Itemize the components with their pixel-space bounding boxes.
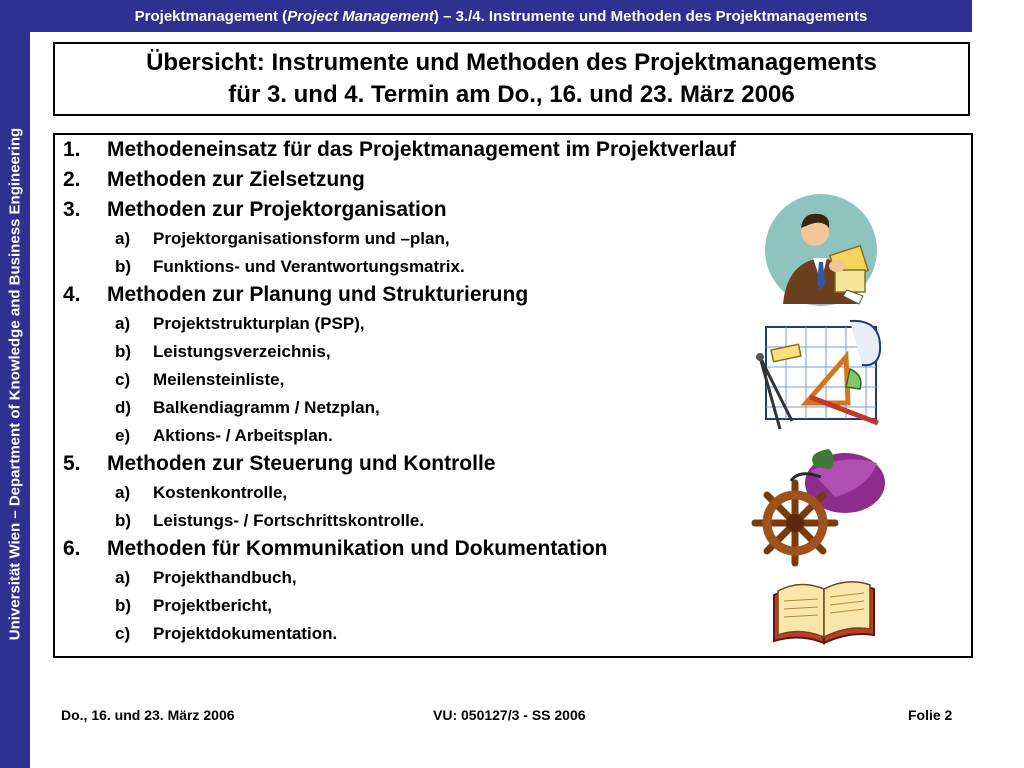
list-item: 3. Methoden zur Projektorganisation: [63, 198, 447, 221]
list-subitem: b) Funktions- und Verantwortungsmatrix.: [115, 257, 465, 276]
title-line-2: für 3. und 4. Termin am Do., 16. und 23. März 2006: [228, 81, 795, 108]
businessman-clipart: [763, 192, 879, 308]
list-subitem: c) Meilensteinliste,: [115, 370, 285, 389]
list-subitem: a) Projektstrukturplan (PSP),: [115, 314, 365, 333]
list-subitem: b) Leistungs- / Fortschrittskontrolle.: [115, 511, 425, 530]
list-subitem: c) Projektdokumentation.: [115, 624, 338, 643]
header-bar: [30, 0, 972, 32]
footer-slide-number: Folie 2: [908, 707, 953, 723]
header-italic: Project Management: [287, 7, 434, 25]
header-suffix: ) – 3./4. Instrumente und Methoden des Projektmanagements: [433, 7, 868, 25]
list-subitem: a) Projekthandbuch,: [115, 568, 297, 587]
ship-wheel-clipart: [745, 447, 893, 567]
footer-course: VU: 050127/3 - SS 2006: [433, 707, 586, 723]
title-line-1: Übersicht: Instrumente und Methoden des Projektmanagements: [146, 49, 877, 76]
list-item: 5. Methoden zur Steuerung und Kontrolle: [63, 452, 496, 475]
list-item: 6. Methoden für Kommunikation und Dokumentation: [63, 537, 608, 560]
drafting-tools-clipart: [750, 317, 885, 432]
slide-title: [53, 42, 970, 116]
header-prefix: Projektmanagement (: [134, 7, 288, 25]
list-subitem: b) Projektbericht,: [115, 596, 273, 615]
list-item: 1. Methodeneinsatz für das Projektmanagement im Projektverlauf: [63, 138, 736, 161]
list-subitem: d) Balkendiagramm / Netzplan,: [115, 398, 380, 417]
footer-date: Do., 16. und 23. März 2006: [61, 707, 235, 723]
list-subitem: e) Aktions- / Arbeitsplan.: [115, 426, 333, 445]
list-item: 4. Methoden zur Planung und Strukturierung: [63, 283, 529, 306]
list-subitem: b) Leistungsverzeichnis,: [115, 342, 331, 361]
sidebar: [0, 0, 30, 768]
list-subitem: a) Projektorganisationsform und –plan,: [115, 229, 450, 248]
list-item: 2. Methoden zur Zielsetzung: [63, 168, 365, 191]
content-box: [53, 133, 973, 658]
open-book-clipart: [770, 571, 878, 649]
sidebar-text: Universität Wien – Department of Knowledge and Business Engineering: [6, 127, 24, 641]
list-subitem: a) Kostenkontrolle,: [115, 483, 288, 502]
